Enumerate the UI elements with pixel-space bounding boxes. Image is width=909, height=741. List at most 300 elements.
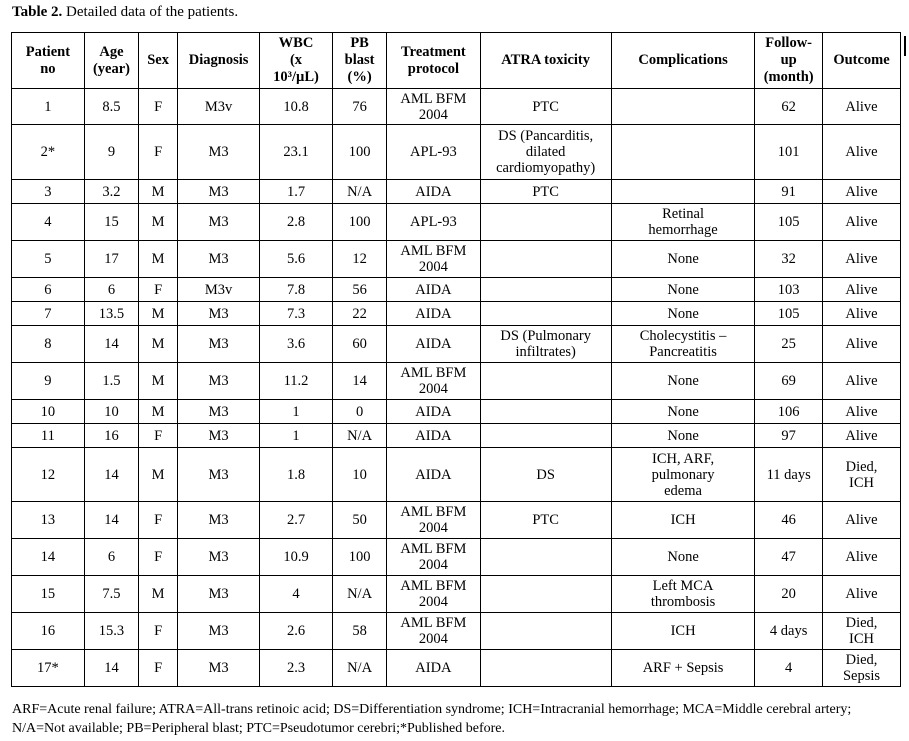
cell-line: M bbox=[151, 466, 165, 483]
cell-line: Alive bbox=[845, 427, 878, 444]
cell-line: 32 bbox=[781, 251, 796, 267]
cell-line: F bbox=[154, 281, 163, 298]
table-row bbox=[12, 125, 901, 180]
cell-atra-toxicity bbox=[480, 204, 611, 241]
cell-line: M bbox=[151, 586, 165, 602]
cell-age bbox=[84, 424, 138, 448]
cell-line: Alive bbox=[845, 586, 878, 602]
cell-line: 8.5 bbox=[102, 98, 121, 115]
cell-line: Alive bbox=[845, 512, 878, 528]
cell-line: M3 bbox=[208, 660, 229, 676]
cell-pb-blast bbox=[332, 576, 386, 613]
cell-complications bbox=[611, 502, 755, 539]
cell-line: N/A bbox=[347, 586, 373, 602]
cell-line: 1.5 bbox=[102, 373, 121, 389]
table-row bbox=[12, 650, 901, 687]
cell-line: AML BFM bbox=[400, 615, 467, 631]
cell-patient-no bbox=[12, 241, 85, 278]
cell-line: Pancreatitis bbox=[649, 344, 717, 360]
cell-atra-toxicity bbox=[480, 650, 611, 687]
cell-age bbox=[84, 502, 138, 539]
cell-line: 1.7 bbox=[286, 183, 306, 200]
cell-line: Died, bbox=[845, 458, 878, 475]
cell-patient-no bbox=[12, 89, 85, 125]
cell-sex bbox=[139, 204, 178, 241]
cell-line: 3 bbox=[44, 183, 52, 200]
cell-pb-blast bbox=[332, 89, 386, 125]
cell-atra-toxicity bbox=[480, 302, 611, 326]
cell-outcome bbox=[823, 278, 901, 302]
table-caption-label: Table 2. bbox=[12, 4, 63, 20]
cell-line: M3 bbox=[208, 336, 229, 352]
cell-pb-blast bbox=[332, 180, 386, 204]
cell-diagnosis bbox=[178, 400, 260, 424]
cell-age bbox=[84, 125, 138, 180]
cell-line: DS (Pulmonary bbox=[500, 328, 591, 344]
cell-wbc bbox=[260, 125, 333, 180]
cell-outcome bbox=[823, 125, 901, 180]
cell-line: N/A bbox=[347, 660, 373, 676]
cell-line: Alive bbox=[845, 183, 878, 200]
cell-diagnosis bbox=[178, 363, 260, 400]
cell-pb-blast bbox=[332, 363, 386, 400]
header-pb-blast bbox=[332, 33, 386, 89]
cell-line: 58 bbox=[352, 623, 367, 639]
table-row bbox=[12, 400, 901, 424]
cell-line: dilated bbox=[525, 144, 566, 160]
cell-line: Alive bbox=[845, 305, 878, 322]
cell-line: ICH, ARF, bbox=[652, 450, 715, 467]
cell-line: PTC bbox=[532, 98, 559, 115]
cell-wbc bbox=[260, 302, 333, 326]
cell-line: Alive bbox=[845, 549, 878, 565]
cell-line: M3 bbox=[208, 183, 229, 200]
cell-line: 2.6 bbox=[286, 623, 306, 639]
cell-atra-toxicity bbox=[480, 613, 611, 650]
cell-line: 103 bbox=[777, 281, 800, 298]
table-row bbox=[12, 326, 901, 363]
cell-outcome bbox=[823, 241, 901, 278]
cell-line: 1 bbox=[292, 403, 300, 420]
cell-follow-up bbox=[755, 363, 823, 400]
cell-line: M3 bbox=[208, 144, 229, 160]
cell-treatment-protocol bbox=[387, 650, 480, 687]
cell-line: AIDA bbox=[415, 660, 452, 676]
cell-sex bbox=[139, 576, 178, 613]
cell-line: 17* bbox=[37, 660, 59, 676]
cell-pb-blast bbox=[332, 125, 386, 180]
cell-sex bbox=[139, 613, 178, 650]
table-row bbox=[12, 613, 901, 650]
table-row bbox=[12, 180, 901, 204]
header-row bbox=[12, 33, 901, 89]
cell-line: 14 bbox=[352, 373, 367, 389]
cell-line: 20 bbox=[781, 586, 796, 602]
cell-sex bbox=[139, 424, 178, 448]
cell-line: F bbox=[154, 623, 163, 639]
cell-outcome bbox=[823, 326, 901, 363]
cell-outcome bbox=[823, 613, 901, 650]
cell-line: hemorrhage bbox=[648, 222, 718, 238]
cell-line: 2004 bbox=[418, 106, 448, 123]
cell-line: M3 bbox=[208, 373, 229, 389]
cell-treatment-protocol bbox=[387, 502, 480, 539]
cell-line: 12 bbox=[40, 466, 56, 483]
cell-diagnosis bbox=[178, 576, 260, 613]
cell-outcome bbox=[823, 502, 901, 539]
cell-line: 9 bbox=[107, 144, 116, 160]
cell-line: M bbox=[151, 183, 165, 200]
cell-line: M bbox=[151, 305, 165, 322]
cell-patient-no bbox=[12, 576, 85, 613]
cell-sex bbox=[139, 448, 178, 502]
cell-line: None bbox=[667, 403, 699, 420]
cell-line: 2004 bbox=[418, 381, 448, 397]
cell-line: 5 bbox=[44, 251, 52, 267]
cell-line: 10.8 bbox=[283, 98, 309, 115]
cell-patient-no bbox=[12, 180, 85, 204]
cell-wbc bbox=[260, 650, 333, 687]
cell-complications bbox=[611, 613, 755, 650]
table-row bbox=[12, 539, 901, 576]
cell-outcome bbox=[823, 424, 901, 448]
cell-line: 7.5 bbox=[102, 586, 121, 602]
cell-line: thrombosis bbox=[650, 594, 716, 610]
cell-complications bbox=[611, 448, 755, 502]
header-patient-no bbox=[12, 33, 85, 89]
cell-line: Cholecystitis – bbox=[639, 328, 727, 344]
cell-patient-no bbox=[12, 424, 85, 448]
cell-line: Treatment bbox=[401, 43, 466, 60]
cell-line: AIDA bbox=[415, 336, 452, 352]
cell-line: 15 bbox=[104, 214, 119, 230]
cell-line: 106 bbox=[777, 403, 800, 420]
cell-pb-blast bbox=[332, 302, 386, 326]
cell-pb-blast bbox=[332, 502, 386, 539]
cell-sex bbox=[139, 326, 178, 363]
cell-line: Retinal bbox=[662, 206, 704, 222]
cell-treatment-protocol bbox=[387, 363, 480, 400]
cell-atra-toxicity bbox=[480, 125, 611, 180]
cell-age bbox=[84, 241, 138, 278]
cell-line: 9 bbox=[44, 373, 52, 389]
cell-sex bbox=[139, 241, 178, 278]
cell-line: AIDA bbox=[415, 305, 452, 322]
cell-complications bbox=[611, 180, 755, 204]
cell-line: M3 bbox=[208, 251, 229, 267]
cell-treatment-protocol bbox=[387, 613, 480, 650]
cell-line: 4 bbox=[44, 214, 52, 230]
cell-line: AML BFM bbox=[400, 365, 467, 381]
cell-complications bbox=[611, 400, 755, 424]
cell-line: AIDA bbox=[415, 403, 452, 420]
cell-patient-no bbox=[12, 448, 85, 502]
cell-complications bbox=[611, 302, 755, 326]
cell-line: 62 bbox=[781, 98, 796, 115]
cell-pb-blast bbox=[332, 539, 386, 576]
cell-atra-toxicity bbox=[480, 502, 611, 539]
cell-line: M3 bbox=[208, 623, 229, 639]
cell-line: 6 bbox=[107, 281, 116, 298]
cell-treatment-protocol bbox=[387, 576, 480, 613]
cell-line: 2004 bbox=[418, 557, 448, 573]
cell-atra-toxicity bbox=[480, 241, 611, 278]
cell-line: 100 bbox=[348, 144, 371, 160]
cell-line: Alive bbox=[845, 214, 878, 230]
cell-atra-toxicity bbox=[480, 424, 611, 448]
cell-line: Diagnosis bbox=[188, 52, 249, 68]
cell-line: 76 bbox=[352, 98, 367, 115]
cell-line: 6 bbox=[44, 281, 52, 298]
cell-treatment-protocol bbox=[387, 326, 480, 363]
cell-line: ICH bbox=[849, 631, 874, 647]
cell-age bbox=[84, 539, 138, 576]
cell-line: edema bbox=[664, 482, 702, 499]
cell-line: 10³/µL) bbox=[273, 69, 319, 85]
table-row bbox=[12, 576, 901, 613]
cell-atra-toxicity bbox=[480, 89, 611, 125]
cell-line: M bbox=[151, 251, 165, 267]
cell-wbc bbox=[260, 241, 333, 278]
cell-line: 2004 bbox=[418, 594, 448, 610]
cell-line: 10.9 bbox=[283, 549, 309, 565]
cell-age bbox=[84, 576, 138, 613]
cell-line: M3 bbox=[208, 214, 229, 230]
cell-line: 56 bbox=[352, 281, 367, 298]
cell-line: up bbox=[780, 52, 797, 68]
cell-line: F bbox=[154, 512, 163, 528]
cell-line: N/A bbox=[347, 183, 373, 200]
cell-line: M3v bbox=[204, 98, 233, 115]
cell-line: None bbox=[667, 305, 699, 322]
cell-line: 100 bbox=[348, 549, 371, 565]
table-row bbox=[12, 241, 901, 278]
cell-line: 1 bbox=[44, 98, 52, 115]
header-atra-toxicity bbox=[480, 33, 611, 89]
cell-wbc bbox=[260, 576, 333, 613]
cell-atra-toxicity bbox=[480, 539, 611, 576]
cell-line: DS bbox=[536, 466, 555, 483]
cell-line: 60 bbox=[352, 336, 367, 352]
header-wbc bbox=[260, 33, 333, 89]
cell-line: 25 bbox=[781, 336, 796, 352]
cell-line: Alive bbox=[845, 373, 878, 389]
table-row bbox=[12, 448, 901, 502]
cell-line: 2.3 bbox=[286, 660, 306, 676]
table-caption-text: Detailed data of the patients. bbox=[62, 4, 239, 20]
cell-line: 16 bbox=[104, 427, 119, 444]
cell-follow-up bbox=[755, 89, 823, 125]
cell-line: Follow- bbox=[765, 35, 813, 51]
cell-pb-blast bbox=[332, 448, 386, 502]
cell-treatment-protocol bbox=[387, 400, 480, 424]
cell-treatment-protocol bbox=[387, 241, 480, 278]
cell-line: 10 bbox=[104, 403, 119, 420]
cell-follow-up bbox=[755, 302, 823, 326]
cell-follow-up bbox=[755, 576, 823, 613]
cell-follow-up bbox=[755, 539, 823, 576]
cell-follow-up bbox=[755, 278, 823, 302]
cell-pb-blast bbox=[332, 613, 386, 650]
cell-line: 14 bbox=[104, 660, 119, 676]
cell-line: M3 bbox=[208, 305, 229, 322]
cell-outcome bbox=[823, 448, 901, 502]
cell-line: AML BFM bbox=[400, 504, 467, 520]
cell-line: 2004 bbox=[418, 631, 448, 647]
cell-atra-toxicity bbox=[480, 448, 611, 502]
cell-treatment-protocol bbox=[387, 278, 480, 302]
cell-diagnosis bbox=[178, 650, 260, 687]
cell-follow-up bbox=[755, 180, 823, 204]
cell-line: N/A bbox=[347, 427, 373, 444]
table-row bbox=[12, 278, 901, 302]
table-row bbox=[12, 89, 901, 125]
cell-line: F bbox=[154, 144, 163, 160]
cell-line: Age bbox=[99, 43, 124, 60]
cell-line: (year) bbox=[92, 60, 130, 77]
cell-line: PTC bbox=[532, 512, 559, 528]
cell-line: 14 bbox=[104, 466, 119, 483]
cell-diagnosis bbox=[178, 125, 260, 180]
header-treatment-protocol bbox=[387, 33, 480, 89]
cell-line: None bbox=[667, 373, 699, 389]
cell-atra-toxicity bbox=[480, 180, 611, 204]
cell-line: 8 bbox=[44, 336, 52, 352]
cell-sex bbox=[139, 363, 178, 400]
cell-outcome bbox=[823, 400, 901, 424]
cell-line: Outcome bbox=[833, 52, 890, 68]
cell-follow-up bbox=[755, 125, 823, 180]
cell-diagnosis bbox=[178, 326, 260, 363]
cell-line: pulmonary bbox=[651, 466, 715, 483]
cell-line: 13 bbox=[40, 512, 56, 528]
cell-complications bbox=[611, 539, 755, 576]
cell-line: 7.8 bbox=[286, 281, 306, 298]
cell-line: 1 bbox=[292, 427, 300, 444]
cell-patient-no bbox=[12, 204, 85, 241]
cell-treatment-protocol bbox=[387, 539, 480, 576]
cell-follow-up bbox=[755, 400, 823, 424]
cell-line: 22 bbox=[352, 305, 367, 322]
table-row bbox=[12, 204, 901, 241]
table-body bbox=[12, 89, 901, 687]
cell-line: 0 bbox=[355, 403, 364, 420]
cell-line: Alive bbox=[845, 403, 878, 420]
cell-line: Alive bbox=[845, 98, 878, 115]
cell-line: ARF + Sepsis bbox=[642, 660, 724, 676]
cell-atra-toxicity bbox=[480, 400, 611, 424]
cell-complications bbox=[611, 326, 755, 363]
cell-line: 11 days bbox=[766, 466, 811, 483]
cell-patient-no bbox=[12, 326, 85, 363]
cell-line: M bbox=[151, 403, 165, 420]
cell-pb-blast bbox=[332, 400, 386, 424]
cell-outcome bbox=[823, 576, 901, 613]
cell-age bbox=[84, 180, 138, 204]
cell-patient-no bbox=[12, 539, 85, 576]
cell-treatment-protocol bbox=[387, 448, 480, 502]
cell-line: ATRA toxicity bbox=[501, 52, 591, 68]
cell-line: AIDA bbox=[415, 183, 452, 200]
cell-pb-blast bbox=[332, 241, 386, 278]
cell-complications bbox=[611, 363, 755, 400]
cell-sex bbox=[139, 89, 178, 125]
cell-patient-no bbox=[12, 302, 85, 326]
cell-line: F bbox=[154, 98, 163, 115]
cell-follow-up bbox=[755, 448, 823, 502]
cell-pb-blast bbox=[332, 326, 386, 363]
cell-complications bbox=[611, 424, 755, 448]
cell-wbc bbox=[260, 278, 333, 302]
cell-line: 1.8 bbox=[286, 466, 306, 483]
cell-age bbox=[84, 448, 138, 502]
cell-wbc bbox=[260, 502, 333, 539]
cell-treatment-protocol bbox=[387, 302, 480, 326]
header-follow-up bbox=[755, 33, 823, 89]
cell-line: AML BFM bbox=[400, 90, 467, 107]
cell-outcome bbox=[823, 302, 901, 326]
cell-line: 100 bbox=[348, 214, 371, 230]
cell-age bbox=[84, 204, 138, 241]
cell-outcome bbox=[823, 180, 901, 204]
cell-line: 91 bbox=[781, 183, 796, 200]
header-complications bbox=[611, 33, 755, 89]
cell-line: 16 bbox=[40, 623, 56, 639]
cell-line: 23.1 bbox=[283, 144, 309, 160]
cell-follow-up bbox=[755, 502, 823, 539]
cell-wbc bbox=[260, 613, 333, 650]
cell-line: 46 bbox=[781, 512, 796, 528]
cell-line: Died, bbox=[845, 615, 878, 631]
cell-line: AML BFM bbox=[400, 578, 467, 594]
cell-wbc bbox=[260, 363, 333, 400]
cell-line: F bbox=[154, 427, 163, 444]
cell-pb-blast bbox=[332, 424, 386, 448]
cell-line: 105 bbox=[777, 214, 800, 230]
cell-follow-up bbox=[755, 613, 823, 650]
cell-line: M3 bbox=[208, 466, 229, 483]
cell-line: (%) bbox=[347, 69, 372, 85]
cell-age bbox=[84, 650, 138, 687]
cell-line: APL-93 bbox=[410, 144, 457, 160]
header-diagnosis bbox=[178, 33, 260, 89]
cell-line: protocol bbox=[407, 60, 460, 77]
cell-treatment-protocol bbox=[387, 125, 480, 180]
cell-line: M bbox=[151, 214, 165, 230]
cell-line: Patient bbox=[25, 43, 71, 60]
cell-line: infiltrates) bbox=[515, 344, 576, 360]
cell-patient-no bbox=[12, 125, 85, 180]
cell-line: 10 bbox=[40, 403, 56, 420]
cell-line: 69 bbox=[781, 373, 796, 389]
cell-diagnosis bbox=[178, 89, 260, 125]
cell-line: AIDA bbox=[415, 427, 452, 444]
cell-outcome bbox=[823, 539, 901, 576]
table-row bbox=[12, 502, 901, 539]
cell-diagnosis bbox=[178, 539, 260, 576]
cell-line: 14 bbox=[40, 549, 56, 565]
cell-line: 4 bbox=[785, 660, 793, 676]
cell-line: 47 bbox=[781, 549, 796, 565]
cell-line: 4 days bbox=[769, 623, 808, 639]
cell-treatment-protocol bbox=[387, 424, 480, 448]
cursor-bar bbox=[904, 36, 906, 56]
cell-wbc bbox=[260, 180, 333, 204]
cell-line: 2.7 bbox=[286, 512, 306, 528]
cell-wbc bbox=[260, 89, 333, 125]
cell-line: AML BFM bbox=[400, 243, 467, 259]
cell-line: 101 bbox=[777, 144, 800, 160]
